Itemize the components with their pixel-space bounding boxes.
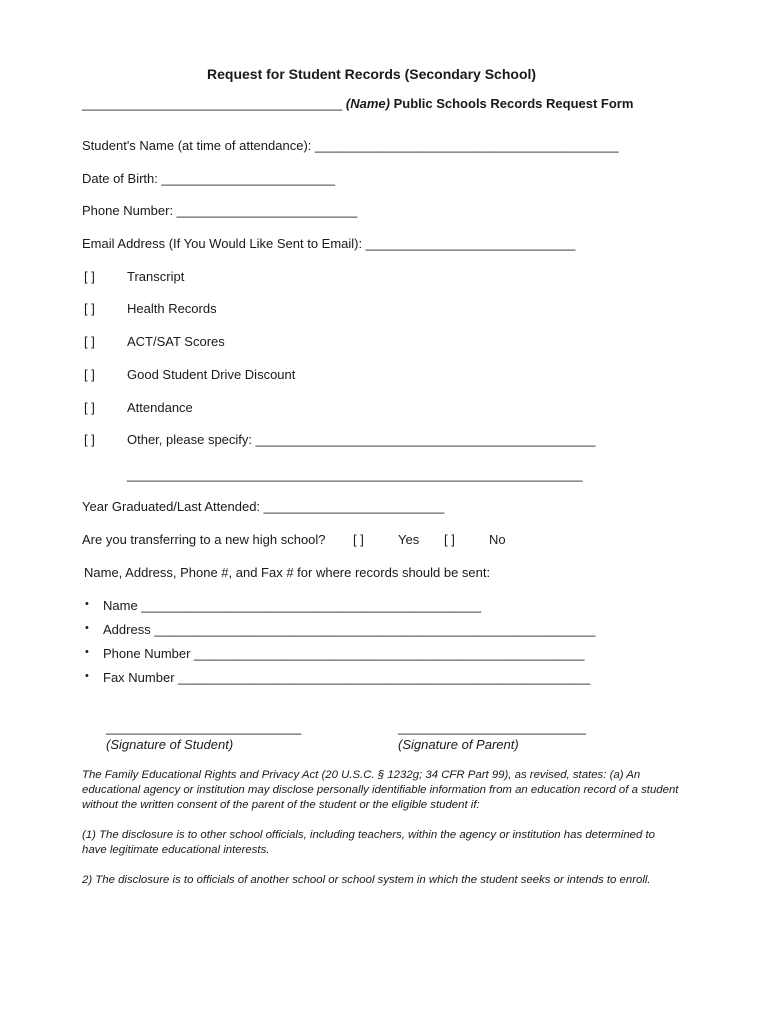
act-sat-label: ACT/SAT Scores	[127, 334, 225, 349]
parent-signature-label: (Signature of Parent)	[398, 737, 519, 752]
act-sat-checkbox[interactable]: [ ]	[84, 334, 95, 349]
send-address-field[interactable]: Address _____________________________________________________________	[103, 622, 596, 637]
student-signature-line[interactable]: ___________________________	[106, 720, 302, 735]
name-label: (Name)	[345, 96, 390, 111]
transfer-no-checkbox[interactable]: [ ]	[444, 532, 455, 547]
health-records-checkbox[interactable]: [ ]	[84, 301, 95, 316]
form-subtitle	[82, 96, 633, 111]
phone-field[interactable]: Phone Number: _________________________	[82, 203, 358, 218]
other-specify-field[interactable]: Other, please specify: _______________________________________________	[127, 432, 596, 447]
good-student-checkbox[interactable]: [ ]	[84, 367, 95, 382]
transfer-no-label: No	[489, 532, 506, 547]
other-specify-line-2[interactable]: _______________________________________________________________	[127, 467, 583, 482]
transcript-checkbox[interactable]: [ ]	[84, 269, 95, 284]
ferpa-paragraph-1: The Family Educational Rights and Privacy Act (20 U.S.C. § 1232g; 34 CFR Part 99), as revised, states: (a) An educational agency or institution may disclose personally identifiable information from an education record of a student without the written consent of the parent of the student or the eligible student if:	[82, 769, 679, 811]
transfer-yes-label: Yes	[398, 532, 420, 547]
send-fax-field[interactable]: Fax Number _________________________________________________________	[103, 670, 591, 685]
ferpa-paragraph-3: 2) The disclosure is to officials of another school or school system in which the student seeks or intends to enroll.	[82, 874, 651, 886]
transfer-question: Are you transferring to a new high school?	[82, 532, 326, 547]
send-phone-field[interactable]: Phone Number ______________________________________________________	[103, 646, 585, 661]
year-graduated-field[interactable]: Year Graduated/Last Attended: _________________________	[82, 499, 445, 514]
health-records-label: Health Records	[127, 301, 217, 316]
good-student-label: Good Student Drive Discount	[127, 367, 296, 382]
transfer-yes-checkbox[interactable]: [ ]	[353, 532, 364, 547]
dob-field[interactable]: Date of Birth: ________________________	[82, 171, 335, 186]
attendance-label: Attendance	[127, 400, 193, 415]
school-name-blank[interactable]: ____________________________________	[82, 96, 343, 111]
other-checkbox[interactable]: [ ]	[84, 432, 95, 447]
student-signature-label: (Signature of Student)	[106, 737, 234, 752]
bullet-icon: •	[85, 670, 89, 682]
page-title: Request for Student Records (Secondary School)	[207, 66, 537, 82]
send-to-heading: Name, Address, Phone #, and Fax # for where records should be sent:	[84, 565, 491, 580]
bullet-icon: •	[85, 622, 89, 634]
email-field[interactable]: Email Address (If You Would Like Sent to Email): _____________________________	[82, 236, 576, 251]
parent-signature-line[interactable]: __________________________	[398, 720, 586, 735]
bullet-icon: •	[85, 598, 89, 610]
subtitle-rest: Public Schools Records Request Form	[389, 96, 634, 111]
bullet-icon: •	[85, 646, 89, 658]
transcript-label: Transcript	[127, 269, 185, 284]
attendance-checkbox[interactable]: [ ]	[84, 400, 95, 415]
ferpa-paragraph-2: (1) The disclosure is to other school officials, including teachers, within the agency or institution has determined to have legitimate educational interests.	[82, 829, 655, 856]
student-name-field[interactable]: Student's Name (at time of attendance): __________________________________________	[82, 138, 619, 153]
send-name-field[interactable]: Name _______________________________________________	[103, 598, 482, 613]
